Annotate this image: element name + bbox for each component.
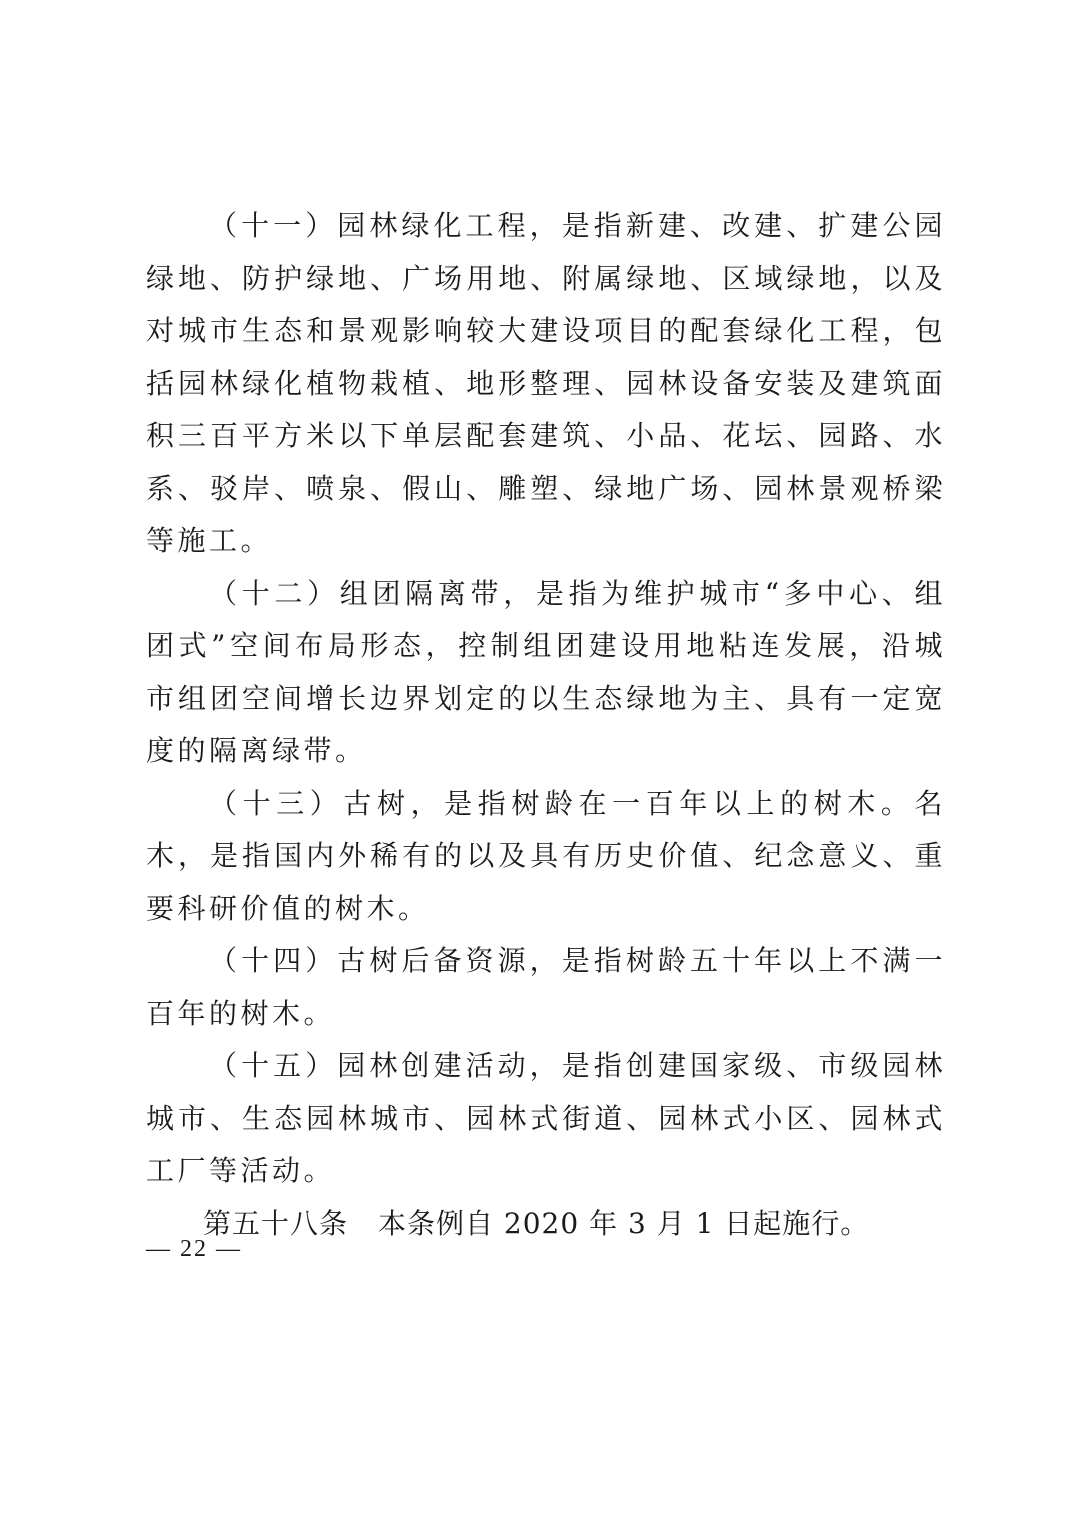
page-number: — 22 —	[146, 1236, 242, 1262]
document-body	[146, 200, 946, 1250]
article-58	[146, 1198, 946, 1251]
article-text: 本条例自 2020 年 3 月 1 日起施行。	[378, 1206, 870, 1240]
paragraph-14: （十四）古树后备资源，是指树龄五十年以上不满一百年的树木。	[146, 944, 946, 1030]
paragraph-15: （十五）园林创建活动，是指创建国家级、市级园林城市、生态园林城市、园林式街道、园林式小区、园林式工厂等活动。	[146, 1049, 946, 1187]
paragraph-11: （十一）园林绿化工程，是指新建、改建、扩建公园绿地、防护绿地、广场用地、附属绿地、区域绿地，以及对城市生态和景观影响较大建设项目的配套绿化工程，包括园林绿化植物栽植、地形整理、园林设备安装及建筑面积三百平方米以下单层配套建筑、小品、花坛、园路、水系、驳岸、喷泉、假山、雕塑、绿地广场、园林景观桥梁等施工。	[146, 209, 946, 557]
paragraph-13: （十三）古树，是指树龄在一百年以上的树木。名木，是指国内外稀有的以及具有历史价值、纪念意义、重要科研价值的树木。	[146, 786, 946, 925]
article-number: 第五十八条	[203, 1206, 349, 1240]
paragraph-12: （十二）组团隔离带，是指为维护城市“多中心、组团式”空间布局形态，控制组团建设用地粘连发展，沿城市组团空间增长边界划定的以生态绿地为主、具有一定宽度的隔离绿带。	[146, 576, 946, 767]
